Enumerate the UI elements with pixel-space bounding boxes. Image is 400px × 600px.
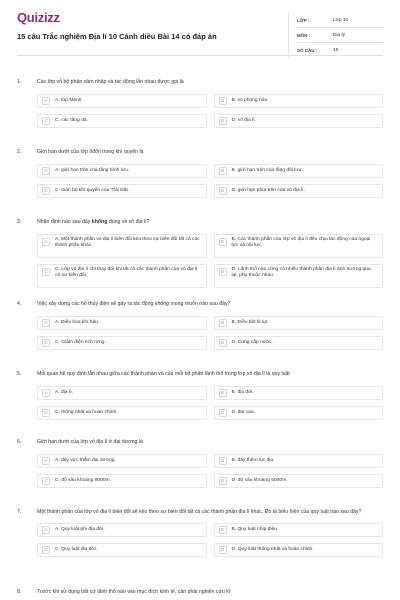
answer-option-d[interactable] (214, 406, 384, 420)
option-letter-c: C (42, 409, 50, 417)
question-stem (17, 439, 383, 446)
worksheet-meta (288, 13, 383, 58)
question-emphasis: không (91, 219, 108, 225)
answer-text: D. Lãnh thổ nào cũng có nhiều thành phần địa lí ảnh hưởng qua lại, phụ thuộc nhau. (231, 267, 371, 279)
question-emphasis: không (154, 301, 170, 307)
option-letter-d: D (219, 477, 227, 485)
meta-label: MÔN : (297, 32, 311, 38)
answer-text: A. Quy luật phi địa đới. (55, 526, 105, 532)
answer-option-c[interactable] (37, 474, 207, 488)
option-letter-c: C (42, 477, 50, 485)
meta-row-class (297, 13, 383, 28)
answer-option-d[interactable] (214, 474, 384, 488)
question-2 (17, 149, 383, 198)
question-6 (17, 439, 383, 488)
question-7 (17, 509, 383, 557)
option-letter-d: D (219, 117, 227, 125)
answer-option-c[interactable] (37, 264, 207, 288)
answer-text: B. Các thành phần của lớp vỏ địa lí đều chịu tác động của ngoại lực và nội lực. (231, 237, 371, 249)
answer-grid (37, 94, 383, 128)
question-number: 3. (17, 219, 22, 225)
option-letter-b: B (219, 389, 227, 397)
question-number: 7. (17, 509, 22, 515)
question-text: Mối quan hệ quy định lẫn nhau giữa các thành phần và của mỗi bộ phận lãnh thổ trong lớp vỏ địa lí là quy luật (37, 371, 290, 377)
option-letter-d: D (219, 546, 227, 554)
answer-text: C. Lớp vỏ địa lí chỉ thay đổi khi tất cả các thành phần của vỏ địa lí có sự biến đổi. (55, 267, 198, 279)
answer-option-b[interactable] (214, 316, 384, 330)
answer-text: C. Giảm diện tích rừng. (55, 339, 106, 345)
question-text: Một thành phần của lớp vỏ địa lí biến đổi sẽ kéo theo sự biến đổi tất cả các thành phần địa lí khác. Đó là biểu hiện của quy luật nào sau đây? (37, 509, 362, 515)
answer-text: D. vỏ địa lí. (231, 117, 256, 123)
question-text-part: mong muốn nào sau đây? (169, 301, 231, 307)
meta-row-subject (297, 28, 383, 43)
answer-text: B. địa đới. (231, 389, 254, 395)
option-letter-c: C (42, 187, 50, 195)
answer-option-a[interactable] (37, 523, 207, 537)
answer-text: C. Quy luật địa đới. (55, 546, 98, 552)
option-letter-b: B (219, 319, 227, 327)
answer-option-d[interactable] (214, 336, 384, 350)
answer-text: A. đáy vực thẳm đại dương. (55, 457, 116, 463)
answer-option-a[interactable] (37, 386, 207, 400)
question-text-part: Việc xây dựng các hồ thủy điện sẽ gây ra tác động (37, 301, 155, 307)
answer-option-d[interactable] (214, 114, 384, 128)
answer-option-a[interactable] (37, 94, 207, 108)
page-title: 15 câu Trắc nghiệm Địa lí 10 Cánh diều Bài 14 có đáp án (17, 32, 217, 41)
answer-text: A. Một thành phần vỏ địa lí biến đổi kéo theo sự biến đổi tất cả các thành phần khác. (55, 237, 200, 249)
answer-text: B. vỏ phong hóa. (231, 97, 269, 103)
question-text: Giới hạn dưới của lớp ôdôn trong khí quyển là (37, 149, 144, 155)
option-letter-c: C (42, 546, 50, 554)
answer-grid (37, 386, 383, 420)
option-letter-a: A (42, 238, 50, 246)
answer-text: C. thống nhất và hoàn chỉnh. (55, 409, 118, 415)
answer-text: B. Quy luật nhịp điệu. (231, 526, 279, 532)
answer-grid (37, 234, 383, 288)
answer-option-b[interactable] (214, 234, 384, 258)
option-letter-b: B (219, 526, 227, 534)
meta-row-count (297, 43, 383, 58)
answer-option-b[interactable] (214, 94, 384, 108)
option-letter-c: C (42, 117, 50, 125)
option-letter-d: D (219, 268, 227, 276)
question-stem (17, 149, 383, 156)
question-text-part: Nhận định nào sau đây (37, 219, 92, 225)
option-letter-a: A (42, 167, 50, 175)
question-number: 1. (17, 79, 22, 85)
meta-value: 15 (333, 48, 339, 53)
answer-text: D. độ sâu khoảng 5000m. (231, 477, 288, 483)
question-1 (17, 79, 383, 128)
answer-grid (37, 454, 383, 488)
question-text (37, 219, 149, 226)
answer-grid (37, 164, 383, 198)
question-stem (17, 219, 383, 226)
question-text-part: đúng về vỏ địa lí? (107, 219, 150, 225)
answer-option-b[interactable] (214, 164, 384, 178)
answer-text: D. Cung cấp nước. (231, 339, 274, 345)
meta-value: Lớp 10 (333, 17, 349, 23)
answer-text: B. đáy thềm lục địa. (231, 457, 275, 463)
meta-value: Địa lý (333, 32, 345, 38)
answer-option-a[interactable] (37, 316, 207, 330)
option-letter-a: A (42, 526, 50, 534)
answer-option-b[interactable] (214, 523, 384, 537)
answer-option-c[interactable] (37, 114, 207, 128)
question-number: 6. (17, 439, 22, 445)
answer-text: D. đai cao. (231, 409, 255, 415)
option-letter-a: A (42, 457, 50, 465)
quizizz-logo: Quizizz (17, 10, 60, 25)
answer-option-a[interactable] (37, 234, 207, 258)
question-stem (17, 509, 383, 516)
question-number: 5. (17, 371, 22, 377)
question-5 (17, 371, 383, 420)
option-letter-d: D (219, 187, 227, 195)
option-letter-a: A (42, 389, 50, 397)
question-stem (17, 79, 383, 86)
question-text: Các lớp vỏ bộ phận xâm nhập và tác động lẫn nhau được gọi là (37, 79, 184, 85)
option-letter-b: B (219, 238, 227, 246)
answer-option-d[interactable] (214, 184, 384, 198)
answer-text: C. các tầng đá. (55, 117, 88, 123)
answer-grid (37, 316, 383, 350)
option-letter-c: C (42, 339, 50, 347)
meta-label: SỐ CÂU : (297, 48, 318, 53)
answer-option-b[interactable] (214, 386, 384, 400)
question-number: 8. (17, 589, 22, 595)
answer-option-b[interactable] (214, 454, 384, 468)
answer-text: D. Quy luật thống nhất và hoàn chỉnh. (231, 546, 314, 552)
answer-text: A. Điều hòa khí hậu. (55, 319, 100, 325)
option-letter-c: C (42, 268, 50, 276)
answer-grid (37, 523, 383, 557)
question-8 (17, 589, 230, 595)
worksheet-header (17, 0, 383, 56)
question-stem (17, 371, 383, 378)
question-text: Trước khi sử dụng bất cứ lãnh thổ nào vào mục đích kinh tế, cần phải nghiên cứu kĩ (37, 589, 231, 595)
meta-label: LỚP : (297, 17, 310, 23)
answer-option-c[interactable] (37, 406, 207, 420)
answer-text: D. giới hạn phía trên của vỏ địa lí. (231, 187, 305, 193)
answer-text: A. giới hạn trên của tầng bình lưu. (55, 167, 130, 173)
answer-option-c[interactable] (37, 184, 207, 198)
option-letter-b: B (219, 97, 227, 105)
answer-option-c[interactable] (37, 336, 207, 350)
question-number: 4. (17, 301, 22, 307)
question-text: Giới hạn dưới của lớp vỏ địa lí ở đại dương là (37, 439, 143, 445)
answer-text: C. toàn bộ khí quyển của Trái Đất. (55, 187, 130, 193)
answer-option-c[interactable] (37, 543, 207, 557)
option-letter-a: A (42, 97, 50, 105)
question-stem (17, 301, 383, 308)
answer-option-a[interactable] (37, 454, 207, 468)
answer-option-d[interactable] (214, 543, 384, 557)
answer-text: C. độ sâu khoảng 8000m. (55, 477, 112, 483)
option-letter-b: B (219, 457, 227, 465)
option-letter-a: A (42, 319, 50, 327)
question-4 (17, 301, 383, 350)
option-letter-b: B (219, 167, 227, 175)
option-letter-d: D (219, 339, 227, 347)
option-letter-d: D (219, 409, 227, 417)
answer-option-a[interactable] (37, 164, 207, 178)
question-text (37, 301, 230, 308)
answer-option-d[interactable] (214, 264, 384, 288)
answer-text: A. địa ô. (55, 389, 73, 395)
answer-text: B. giới hạn trên của tầng đối lưu. (231, 167, 303, 173)
question-number: 2. (17, 149, 22, 155)
question-3 (17, 219, 383, 288)
answer-text: A. lớp Manti. (55, 97, 83, 103)
answer-text: B. Điều tiết lũ lụt. (231, 319, 269, 325)
